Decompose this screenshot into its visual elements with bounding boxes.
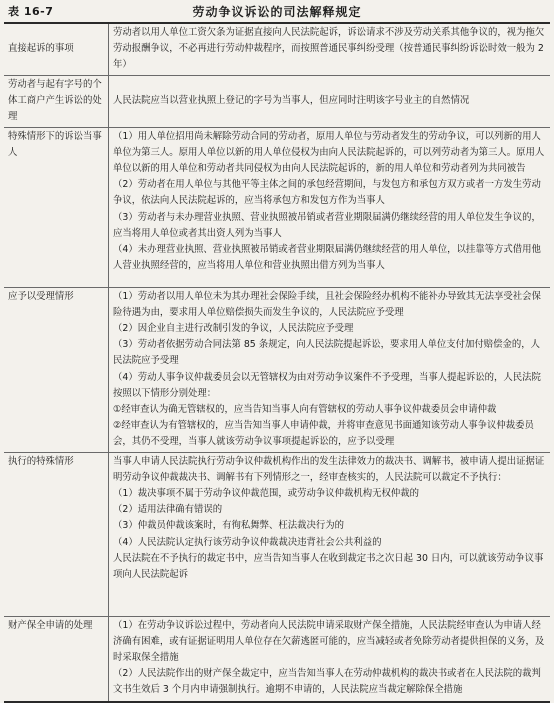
row-content (109, 452, 551, 616)
row-content (109, 127, 551, 287)
row-paragraph: 劳动者以用人单位工资欠条为证据直接向人民法院起诉，诉讼请求不涉及劳动关系其他争议的，视为拖欠劳动报酬争议，不必再进行劳动仲裁程序，而按照普通民事纠纷受理（按普通民事纠纷诉讼时效一般为 2 年） (113, 27, 545, 71)
table-header (0, 0, 554, 22)
row-paragraph: （2）人民法院作出的财产保全裁定中，应当告知当事人在劳动仲裁机构的裁决书或者在人民法院的裁判文书生效后 3 个月内申请强制执行。逾期不申请的，人民法院应当裁定解除保全措施 (113, 668, 541, 696)
table-row (4, 287, 550, 452)
row-paragraph: 人民法院应当以营业执照上登记的字号为当事人，但应同时注明该字号业主的自然情况 (113, 95, 470, 106)
row-paragraph: （4）人民法院认定执行该劳动争议仲裁裁决违背社会公共利益的 (113, 536, 382, 548)
table-row (4, 452, 550, 616)
row-paragraph: （2）因企业自主进行改制引发的争议，人民法院应予受理 (113, 323, 354, 335)
row-paragraph: （4）劳动人事争议仲裁委员会以无管辖权为由对劳动争议案件不予受理，当事人提起诉讼的，人民法院按照以下情形分别处理： (113, 371, 541, 399)
row-content (109, 75, 551, 127)
row-paragraph: ②经审查认为有管辖权的，应当告知当事人申请仲裁，并将审查意见书面通知该劳动人事争议仲裁委员会，其仍不受理，当事人就该劳动争议事项提起诉讼的，应予以受理 (113, 420, 534, 448)
row-paragraph: （3）劳动者依据劳动合同法第 85 条规定，向人民法院提起诉讼，要求用人单位支付加付赔偿金的，人民法院应予受理 (113, 339, 540, 367)
row-paragraph: 人民法院在不予执行的裁定书中，应当告知当事人在收到裁定书之次日起 30 日内，可以就该劳动争议事项向人民法院起诉 (113, 552, 544, 581)
row-paragraph: （1）在劳动争议诉讼过程中，劳动者向人民法院申请采取财产保全措施，人民法院经审查认为申请人经济确有困难，或有证据证明用人单位存在欠薪逃匿可能的，应当减轻或者免除劳动者提供担保的义务，及时采取保全措施 (113, 619, 545, 664)
row-label: 劳动者与起有字号的个体工商户产生诉讼的处理 (4, 75, 109, 127)
table-row (4, 127, 550, 287)
row-label: 特殊情形下的诉讼当事人 (4, 127, 109, 287)
table-title: 劳动争议诉讼的司法解释规定 (192, 5, 362, 19)
row-paragraph: ①经审查认为确无管辖权的，应当告知当事人向有管辖权的劳动人事争议仲裁委员会申请仲裁 (113, 404, 497, 416)
row-paragraph: （1）用人单位招用尚未解除劳动合同的劳动者，原用人单位与劳动者发生的劳动争议，可以列新的用人单位为第三人。原用人单位以新的用人单位侵权为由向人民法院起诉的，可以列劳动者为第三人。原用人单位以新的用人单位和劳动者共同侵权为由向人民法院起诉的，新的用人单位和劳动者列为共同被告 (113, 130, 545, 175)
row-paragraph: （2）劳动者在用人单位与其他平等主体之间的承包经营期间，与发包方和承包方双方或者一方发生劳动争议，依法向人民法院起诉的，应当将承包方和发包方作为当事人 (113, 179, 541, 207)
table-row (4, 75, 550, 127)
row-content (109, 616, 551, 702)
table-row (4, 23, 550, 75)
row-paragraph: （4）未办理营业执照、营业执照被吊销或者营业期限届满仍继续经营的用人单位，以挂靠等方式借用他人营业执照经营的，应当将用人单位和营业执照出借方列为当事人 (113, 244, 541, 272)
regulation-table (4, 22, 550, 703)
row-paragraph: （1）裁决事项不属于劳动争议仲裁范围，或劳动争议仲裁机构无权仲裁的 (113, 488, 419, 500)
row-label: 财产保全申请的处理 (4, 616, 109, 702)
row-content (109, 23, 551, 75)
table-number: 表 16-7 (8, 5, 54, 18)
row-paragraph: 当事人申请人民法院执行劳动争议仲裁机构作出的发生法律效力的裁决书、调解书，被申请人提出证据证明劳动争议仲裁裁决书、调解书有下列情形之一，经审查核实的，人民法院可以裁定不予执行： (113, 455, 545, 483)
row-label: 应予以受理情形 (4, 287, 109, 452)
row-paragraph: （3）劳动者与未办理营业执照、营业执照被吊销或者营业期限届满仍继续经营的用人单位发生争议的，应当将用人单位或者其出资人列为当事人 (113, 211, 541, 239)
row-paragraph: （1）劳动者以用人单位未为其办理社会保险手续，且社会保险经办机构不能补办导致其无法享受社会保险待遇为由，要求用人单位赔偿损失而发生争议的，人民法院应予受理 (113, 290, 541, 318)
row-content (109, 287, 551, 452)
table-row (4, 616, 550, 702)
row-label: 直接起诉的事项 (4, 23, 109, 75)
row-paragraph: （2）适用法律确有错误的 (113, 504, 223, 516)
row-label: 执行的特殊情形 (4, 452, 109, 616)
row-paragraph: （3）仲裁员仲裁该案时，有徇私舞弊、枉法裁决行为的 (113, 520, 344, 532)
